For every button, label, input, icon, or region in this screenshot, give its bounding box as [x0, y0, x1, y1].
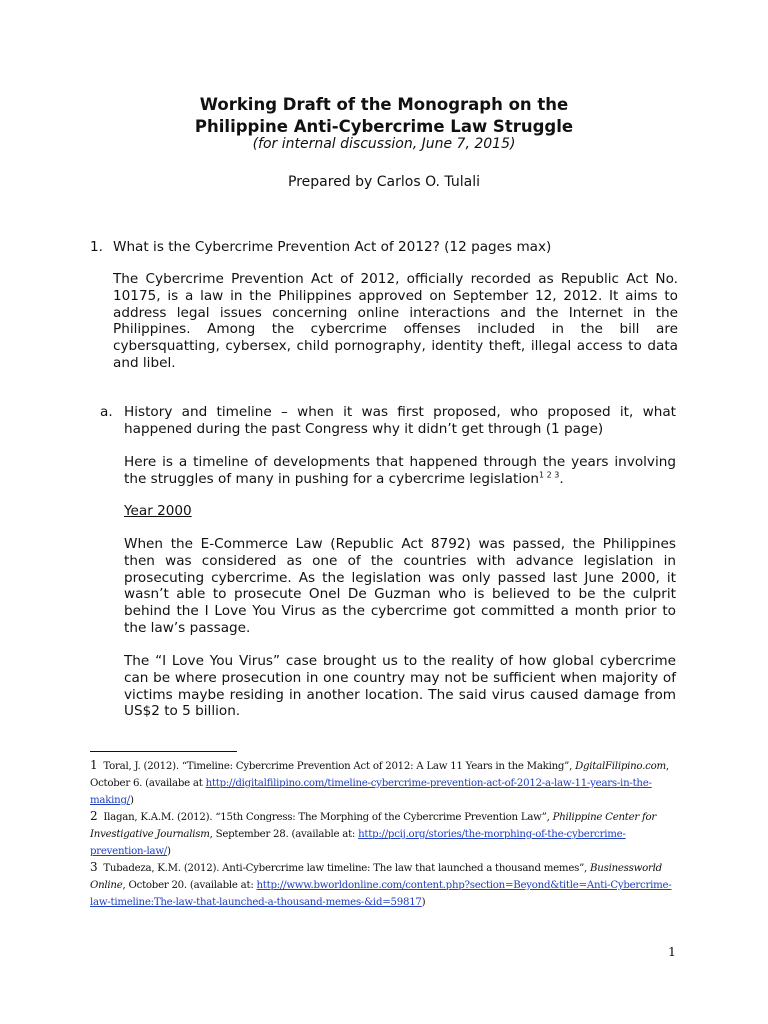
document-title [0, 94, 768, 138]
footnote-number: 2 [90, 809, 98, 823]
timeline-intro [124, 454, 676, 488]
footnote-separator [90, 751, 237, 752]
footnote-link[interactable]: http://digitalfilipino.com/timeline-cybercrime-prevention-act-of-2012-a-law-11-years-in-the-making/ [90, 778, 652, 806]
timeline-intro-text: Here is a timeline of developments that happened through the years involving the struggles of many in pushing for a cybercrime legislation [124, 454, 676, 487]
footnote-references: 1 2 3 [539, 470, 560, 480]
section-question: What is the Cybercrime Prevention Act of 2012? (12 pages max) [113, 239, 552, 255]
footnote-text: , October 20. (available at: [122, 880, 257, 891]
footnote-link[interactable]: http://pcij.org/stories/the-morphing-of-the-cybercrime-prevention-law/ [90, 829, 626, 857]
title-line-1: Working Draft of the Monograph on the [199, 95, 569, 114]
footnote-text: , September 28. (available at: [209, 829, 359, 840]
subsection-letter: a. [100, 404, 113, 420]
year-paragraph-2: The “I Love You Virus” case brought us to the reality of how global cybercrime can be where prosecution in one country may not be sufficient when majority of victims maybe residing in another location. The said virus caused damage from US$2 to 5 billion. [124, 653, 676, 720]
footnote-text: ) [421, 897, 426, 908]
title-line-2: Philippine Anti-Cybercrime Law Struggle [194, 117, 574, 136]
footnote-number: 3 [90, 860, 98, 874]
section-number: 1. [90, 239, 103, 255]
timeline-intro-end: . [559, 470, 564, 487]
section-paragraph: The Cybercrime Prevention Act of 2012, officially recorded as Republic Act No. 10175, is a law in the Philippines approved on September 12, 2012. It aims to address legal issues concerning online interactions and the Internet in the Philippines. Among the cybercrime offenses included in the bill are cybersquatting, cybersex, child pornography, identity theft, illegal access to data and libel. [113, 271, 678, 371]
footnote-source: DgitalFilipino.com [575, 761, 666, 772]
footnote-link[interactable]: http://www.bworldonline.com/content.php?section=Beyond&title=Anti-Cybercrime-law-timeline:The-law-that-launched-a-thousand-memes-&id=59817 [90, 880, 672, 908]
year-paragraph-1: When the E-Commerce Law (Republic Act 8792) was passed, the Philippines then was considered as one of the countries with advance legislation in prosecuting cybercrime. As the legislation was only passed last June 2000, it wasn’t able to prosecute Onel De Guzman who is believed to be the culprit behind the I Love You Virus as the cybercrime got committed a month prior to the law’s passage. [124, 536, 676, 636]
footnote-text: , October 6. (availabe at [90, 761, 669, 789]
footnote-text: ) [167, 846, 171, 857]
page-number: 1 [668, 944, 676, 959]
footnote-3 [90, 859, 680, 911]
author-line: Prepared by Carlos O. Tulali [288, 174, 480, 190]
footnote-text: Tubadeza, K.M. (2012). Anti-Cybercrime law timeline: The law that launched a thousand memes”, [103, 863, 591, 874]
subsection-heading: History and timeline – when it was first proposed, who proposed it, what happened during the past Congress why it didn’t get through (1 page) [124, 404, 676, 437]
footnote-source: Philippine Center for Investigative Journalism [90, 812, 657, 840]
footnote-1 [90, 757, 680, 809]
document-subtitle: (for internal discussion, June 7, 2015) [252, 136, 516, 152]
footnote-2 [90, 808, 680, 860]
footnote-number: 1 [90, 758, 98, 772]
footnote-text: Ilagan, K.A.M. (2012). “15th Congress: The Morphing of the Cybercrime Prevention Law”, [103, 812, 553, 823]
footnote-text: ) [129, 795, 134, 806]
footnote-source: Businessworld Online [90, 863, 662, 891]
year-heading: Year 2000 [124, 503, 192, 519]
footnote-text: Toral, J. (2012). “Timeline: Cybercrime Prevention Act of 2012: A Law 11 Years in the Making”, [103, 761, 576, 772]
